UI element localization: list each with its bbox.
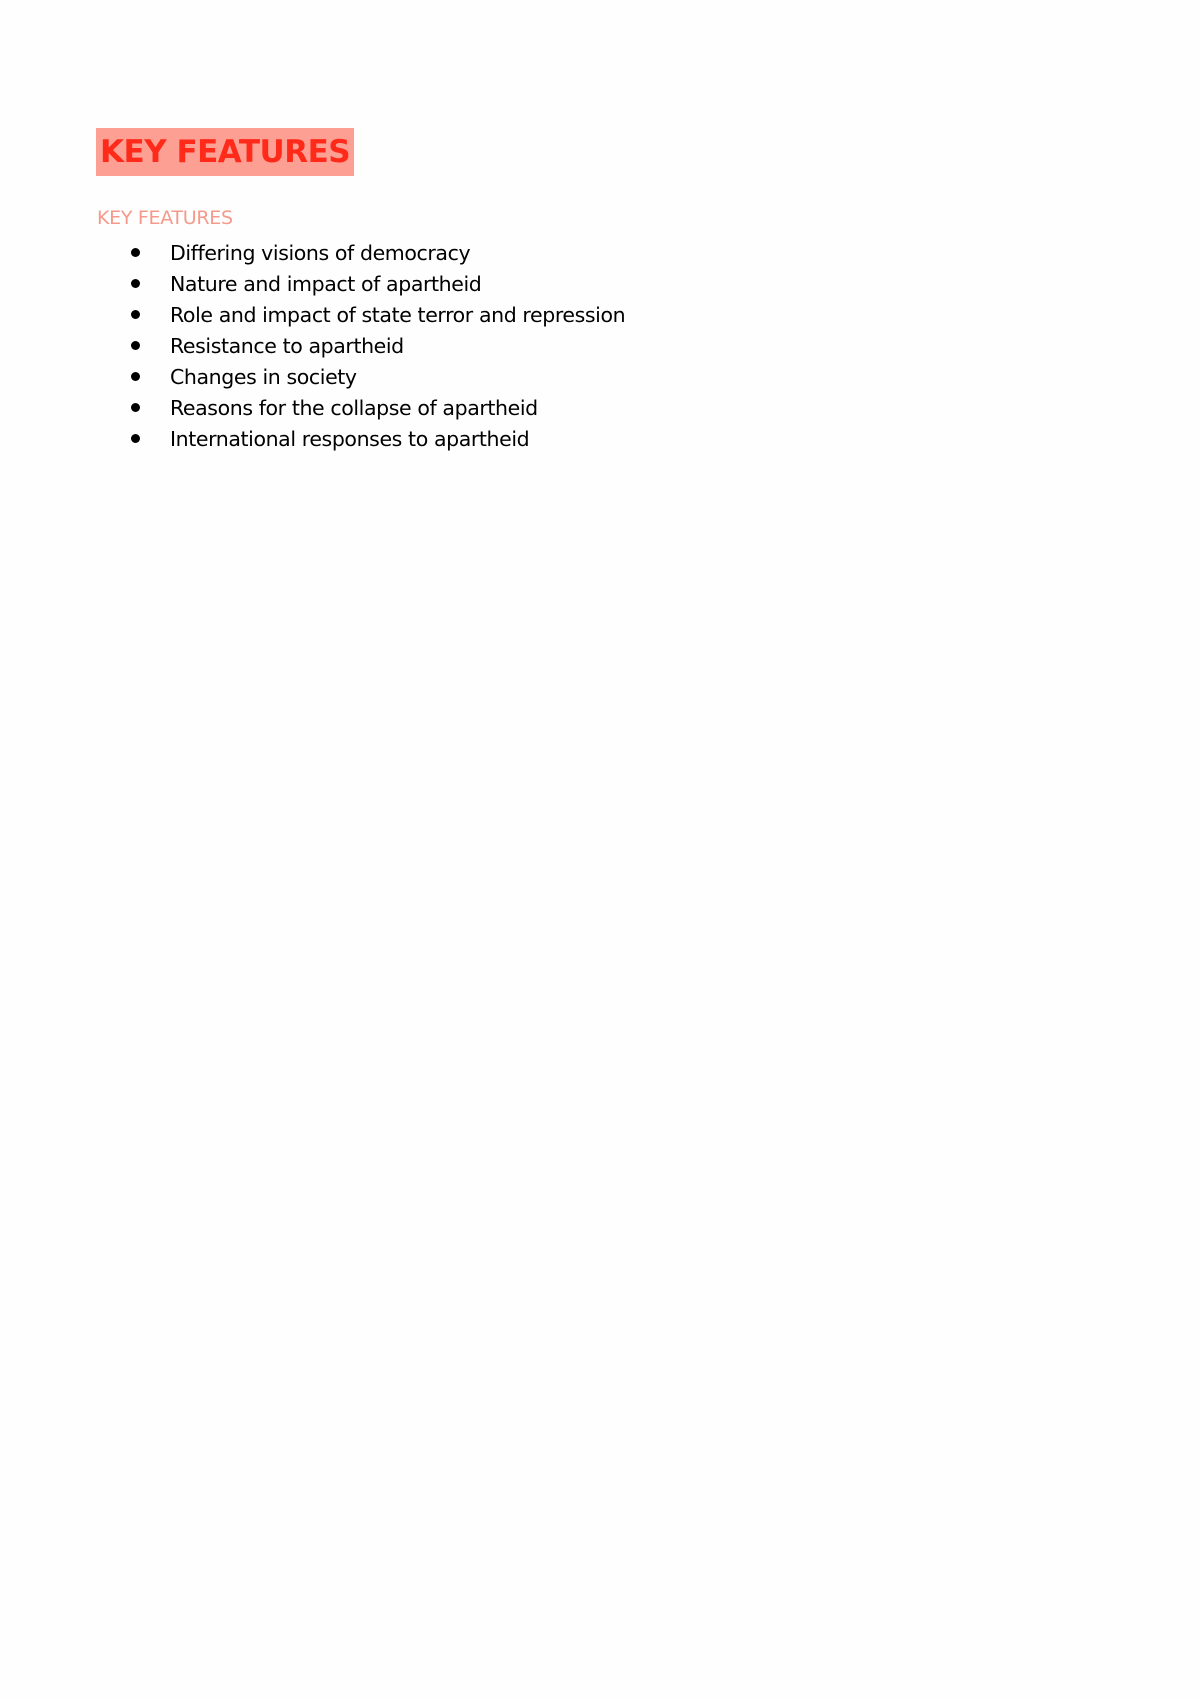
bullet-icon [131,279,140,288]
section-subheading: KEY FEATURES [97,207,233,229]
bullet-icon [131,310,140,319]
page-title: KEY FEATURES [100,134,351,170]
bullet-icon [131,434,140,443]
bullet-icon [131,248,140,257]
list-item-text: International responses to apartheid [170,426,530,451]
list-item-text: Reasons for the collapse of apartheid [170,395,538,420]
list-item-text: Role and impact of state terror and repression [170,302,626,327]
list-item-text: Nature and impact of apartheid [170,271,482,296]
heading-highlight [96,128,354,176]
list-item-text: Changes in society [170,364,357,389]
bullet-icon [131,341,140,350]
bullet-icon [131,403,140,412]
bullet-icon [131,372,140,381]
list-item-text: Resistance to apartheid [170,333,404,358]
list-item-text: Differing visions of democracy [170,240,471,265]
